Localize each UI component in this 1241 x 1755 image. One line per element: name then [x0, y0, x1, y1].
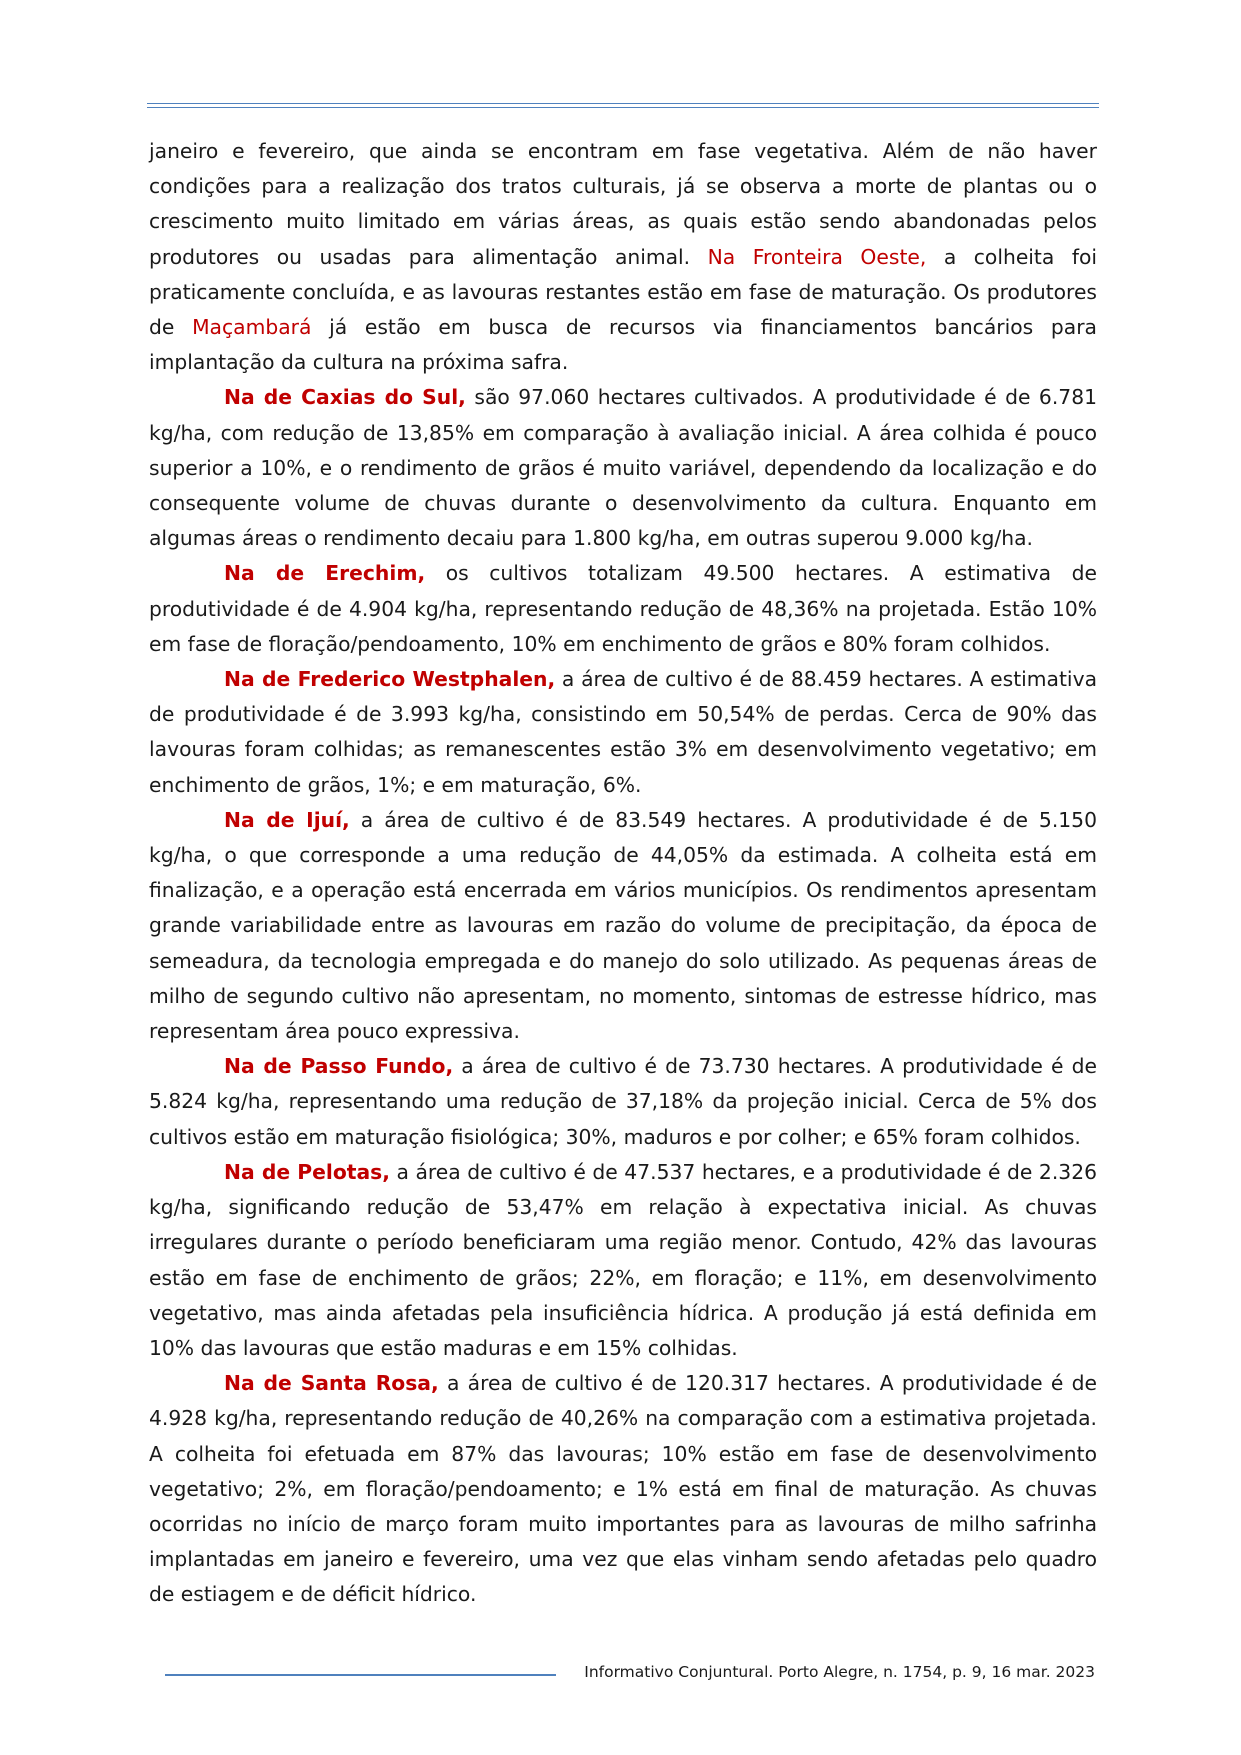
paragraph-frederico-westphalen	[149, 662, 1097, 803]
footer-citation: Informativo Conjuntural. Porto Alegre, n. 1754, p. 9, 16 mar. 2023	[584, 1663, 1095, 1681]
region-heading: Na de Ijuí,	[224, 807, 350, 832]
header-rule	[147, 103, 1099, 108]
region-heading: Na de Pelotas,	[224, 1159, 390, 1184]
paragraph-text: a área de cultivo é de 83.549 hectares. A produtividade é de 5.150 kg/ha, o que corresponde a uma redução de 44,05% da estimada. A colheita está em finalização, e a operação está encerrada em vários municípios. Os rendimentos apresentam grande variabilidade entre as lavouras em razão do volume de precipitação, da época de semeadura, da tecnologia empregada e do manejo do solo utilizado. As pequenas áreas de milho de segundo cultivo não apresentam, no momento, sintomas de estresse hídrico, mas representam área pouco expressiva.	[149, 807, 1097, 1044]
paragraph-text: a área de cultivo é de 88.459 hectares. A estimativa de produtividade é de 3.993 kg/ha, consistindo em 50,54% de perdas. Cerca de 90% das lavouras foram colhidas; as remanescentes estão 3% em desenvolvimento vegetativo; em enchimento de grãos, 1%; e em maturação, 6%.	[149, 667, 1097, 797]
paragraph-ijui	[149, 803, 1097, 1049]
region-heading: Na de Santa Rosa,	[224, 1371, 439, 1396]
municipality-highlight-macambara: Maçambará	[192, 315, 312, 340]
paragraph-text: a área de cultivo é de 73.730 hectares. A produtividade é de 5.824 kg/ha, representando uma redução de 37,18% da projeção inicial. Cerca de 5% dos cultivos estão em maturação fisiológica; 30%, maduros e por colher; e 65% foram colhidos.	[149, 1054, 1097, 1149]
paragraph-text: janeiro e fevereiro, que ainda se encontram em fase vegetativa. Além de não haver condições para a realização dos tratos culturais, já se observa a morte de plantas ou o crescimento muito limitado em várias áreas, as quais estão sendo abandonadas pelos produtores ou usadas para alimentação animal.	[149, 139, 1097, 269]
region-heading: Na de Erechim,	[224, 561, 426, 586]
paragraph-text: a área de cultivo é de 120.317 hectares. A produtividade é de 4.928 kg/ha, representando redução de 40,26% na comparação com a estimativa projetada. A colheita foi efetuada em 87% das lavouras; 10% estão em fase de desenvolvimento vegetativo; 2%, em floração/pendoamento; e 1% está em final de maturação. As chuvas ocorridas no início de março foram muito importantes para as lavouras de milho safrinha implantadas em janeiro e fevereiro, uma vez que elas vinham sendo afetadas pelo quadro de estiagem e de déficit hídrico.	[149, 1371, 1097, 1607]
region-highlight-fronteira-oeste: Na Fronteira Oeste,	[707, 244, 927, 269]
paragraph-caxias-do-sul	[149, 380, 1097, 556]
paragraph-text: os cultivos totalizam 49.500 hectares. A estimativa de produtividade é de 4.904 kg/ha, representando redução de 48,36% na projetada. Estão 10% em fase de floração/pendoamento, 10% em enchimento de grãos e 80% foram colhidos.	[149, 561, 1097, 656]
paragraph-text: são 97.060 hectares cultivados. A produtividade é de 6.781 kg/ha, com redução de 13,85% em comparação à avaliação inicial. A área colhida é pouco superior a 10%, e o rendimento de grãos é muito variável, dependendo da localização e do consequente volume de chuvas durante o desenvolvimento da cultura. Enquanto em algumas áreas o rendimento decaiu para 1.800 kg/ha, em outras superou 9.000 kg/ha.	[149, 385, 1097, 551]
paragraph-erechim	[149, 556, 1097, 662]
paragraph-passo-fundo	[149, 1049, 1097, 1155]
paragraph-text: já estão em busca de recursos via financiamentos bancários para implantação da cultura na próxima safra.	[149, 315, 1097, 375]
footer-rule	[165, 1674, 556, 1676]
region-heading: Na de Caxias do Sul,	[224, 385, 466, 410]
paragraph-text: a área de cultivo é de 47.537 hectares, e a produtividade é de 2.326 kg/ha, significando redução de 53,47% em relação à expectativa inicial. As chuvas irregulares durante o período beneficiaram uma região menor. Contudo, 42% das lavouras estão em fase de enchimento de grãos; 22%, em floração; e 11%, em desenvolvimento vegetativo, mas ainda afetadas pela insuficiência hídrica. A produção já está definida em 10% das lavouras que estão maduras e em 15% colhidas.	[149, 1159, 1097, 1360]
region-heading: Na de Frederico Westphalen,	[224, 667, 556, 692]
paragraph-santa-rosa	[149, 1366, 1097, 1612]
paragraph-pelotas	[149, 1155, 1097, 1366]
paragraph-continuation	[149, 134, 1097, 380]
document-body	[149, 134, 1097, 1613]
region-heading: Na de Passo Fundo,	[224, 1054, 454, 1079]
paragraph-text: a colheita foi praticamente concluída, e as lavouras restantes estão em fase de maturação. Os produtores de	[149, 244, 1098, 340]
